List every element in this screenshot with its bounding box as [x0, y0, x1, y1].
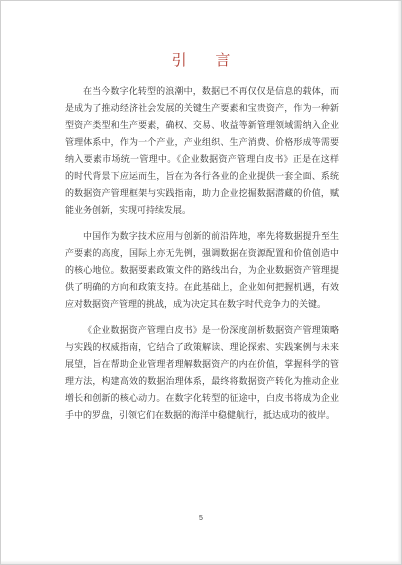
paragraph-3: 《企业数据资产管理白皮书》是一份深度剖析数据资产管理策略与实践的权威指南，它结合了政策解读、理论探索、实践案例与未来展望，旨在帮助企业管理者理解数据资产的内在价值，掌握科学的管理方法，构建高效的数据治理体系，最终将数据资产转化为推动企业增长和创新的核心动力。在数字化转型的征途中，白皮书将成为企业手中的罗盘，引领它们在数据的海洋中稳健航行，抵达成功的彼岸。	[65, 326, 339, 421]
paragraph-1: 在当今数字化转型的浪潮中，数据已不再仅仅是信息的载体，而是成为了推动经济社会发展的关键生产要素和宝贵资产，作为一种新型资产类型和生产要素，确权、交易、收益等新管理领域需纳入企业管理体系中，作为一个产业，产业组织、生产消费、价格形成等需要纳入要素市场统一管理中。《企业数据资产管理白皮书》正是在这样的时代背景下应运而生，旨在为各行各业的企业提供一套全面、系统的数据资产管理框架与实践指南，助力企业挖掘数据潜藏的价值，赋能业务创新，实现可持续发展。	[65, 87, 339, 216]
document-body	[65, 84, 339, 434]
page-title: 引 言	[171, 51, 243, 69]
page-number: 5	[199, 515, 203, 522]
paragraph-2: 中国作为数字技术应用与创新的前沿阵地，率先将数据提升至生产要素的高度，国际上亦无先例，强调数据在资源配置和价值创造中的核心地位。数据要素政策文件的路线出台，为企业数据资产管理提供了明确的方向和政策支持。在此基础上，企业如何把握机遇，有效应对数据资产管理的挑战，成为决定其在数字时代竞争力的关键。	[65, 232, 339, 310]
